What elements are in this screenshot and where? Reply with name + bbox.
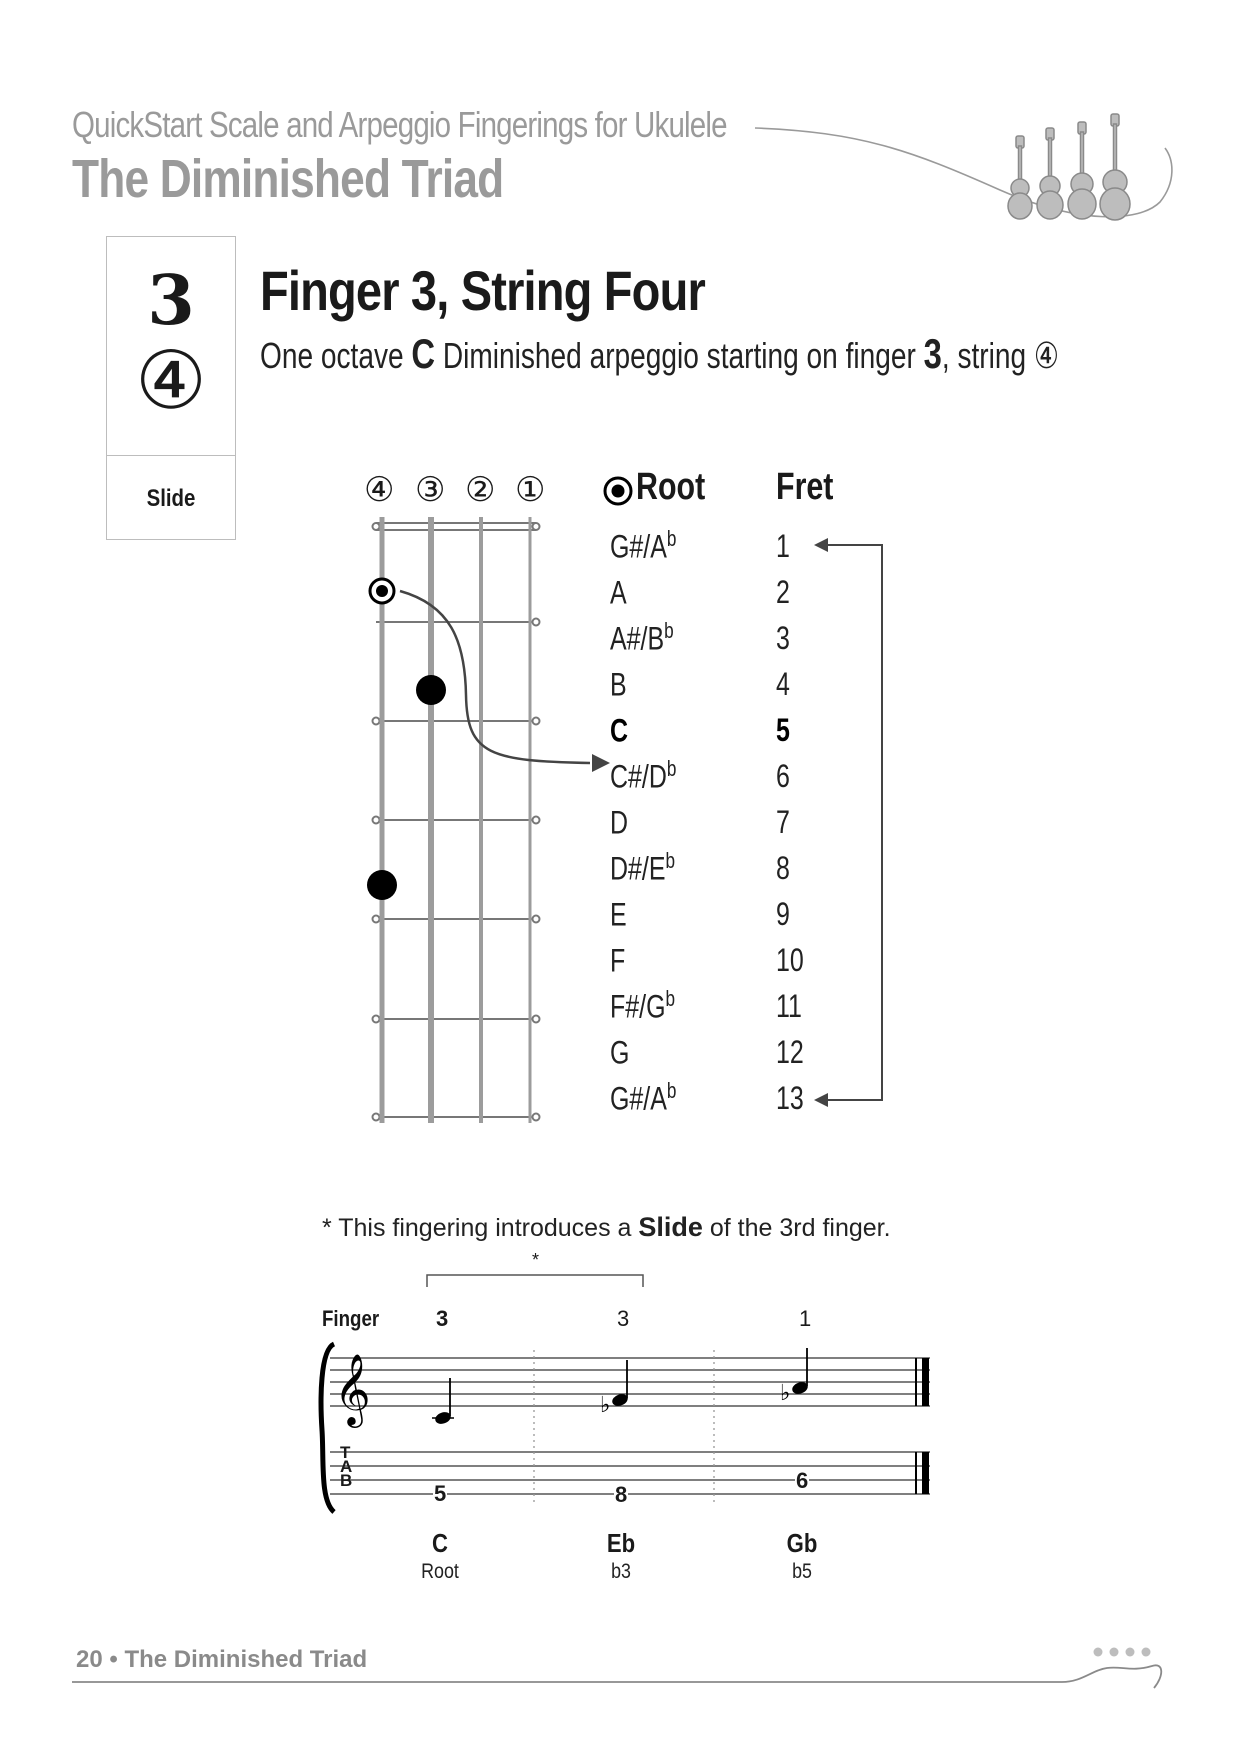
fret-number-root: 5 xyxy=(776,712,790,748)
header-decoration xyxy=(740,110,1180,240)
root-marker xyxy=(370,579,394,603)
fret-number: 13 xyxy=(776,1080,804,1116)
interval-label: b3 xyxy=(611,1560,631,1583)
note-name: $G\#/A^b$ xyxy=(610,1078,677,1117)
book-title: QuickStart Scale and Arpeggio Fingerings for Ukulele xyxy=(72,104,727,145)
finger-number: 3 xyxy=(436,1306,449,1331)
note-name: D xyxy=(610,804,629,841)
footer-dots xyxy=(1094,1648,1151,1657)
fret-number: 9 xyxy=(776,896,790,932)
note-name: $A\#/B^b$ xyxy=(610,618,674,657)
note-name: G xyxy=(610,1034,630,1071)
side-box-divider xyxy=(107,455,235,456)
fret-lines xyxy=(373,523,540,1121)
fret-number: 10 xyxy=(776,942,804,978)
footnote-bold: Slide xyxy=(638,1212,703,1242)
page-heading: Finger 3, String Four xyxy=(260,259,705,322)
fretboard-diagram xyxy=(330,505,620,1145)
subtitle-finger: 3 xyxy=(923,330,942,377)
staff-lines xyxy=(330,1358,930,1406)
staff-note-gb xyxy=(780,1348,809,1406)
footer-section: The Diminished Triad xyxy=(124,1646,368,1673)
fingering-side-box xyxy=(106,236,236,540)
fret-number: 8 xyxy=(776,850,790,886)
bracket-arrowhead-bottom xyxy=(814,1093,828,1107)
system-brace xyxy=(321,1344,334,1512)
note-name: $C\#/D^b$ xyxy=(610,756,677,795)
note-name: A xyxy=(610,574,627,611)
treble-clef: 𝄞 xyxy=(334,1352,371,1425)
fret-number: 12 xyxy=(776,1034,804,1070)
string-label-1: ① xyxy=(515,470,546,510)
subtitle-string: ④ xyxy=(1033,336,1060,377)
tab-number: 6 xyxy=(796,1468,809,1493)
note-name-label: C xyxy=(432,1528,448,1558)
slide-bracket xyxy=(425,1255,655,1295)
note-name: F xyxy=(610,942,626,979)
side-technique-label: Slide xyxy=(146,485,196,512)
note-name-root: C xyxy=(610,712,629,749)
side-string-number: ④ xyxy=(135,334,207,427)
note-name: E xyxy=(610,896,627,933)
staff-note-eb xyxy=(600,1360,629,1418)
note-name: B xyxy=(610,666,627,703)
beat-dividers xyxy=(534,1350,714,1502)
string-label-4: ④ xyxy=(364,470,395,510)
tab-number: 8 xyxy=(615,1482,628,1507)
note-name: $G\#/A^b$ xyxy=(610,526,677,565)
tab-lines xyxy=(330,1452,930,1494)
note-dot-fret-4 xyxy=(416,675,446,705)
slide-bracket-asterisk: * xyxy=(532,1250,540,1270)
tab-clef: T A B xyxy=(340,1443,353,1490)
final-barline xyxy=(916,1358,929,1494)
fret-number: 3 xyxy=(776,620,790,656)
slide-arrowhead xyxy=(592,754,610,772)
string-label-2: ② xyxy=(465,470,496,510)
finger-number: 3 xyxy=(617,1306,630,1331)
footer-decoration xyxy=(72,1640,1172,1700)
note-name-label: Gb xyxy=(786,1528,818,1558)
interval-label: b5 xyxy=(792,1560,812,1583)
note-name: $D\#/E^b$ xyxy=(610,848,676,887)
octave-bracket xyxy=(810,528,890,1118)
page-number: 20 xyxy=(76,1646,103,1673)
note-name: $F\#/G^b$ xyxy=(610,986,676,1025)
page-footer: 20 • The Diminished Triad xyxy=(76,1646,368,1673)
root-icon xyxy=(602,474,636,508)
ukulele-icons xyxy=(1008,114,1130,220)
finger-label: Finger xyxy=(322,1306,380,1331)
fret-number: 11 xyxy=(776,988,802,1024)
bracket-arrowhead-top xyxy=(814,538,828,552)
footnote: * This fingering introduces a Slide of the 3rd finger. xyxy=(322,1212,891,1242)
interval-label: Root xyxy=(421,1560,459,1583)
fret-number: 7 xyxy=(776,804,790,840)
page-subtitle: One octave C Diminished arpeggio starting on finger 3, string ④ xyxy=(260,330,1060,377)
svg-text:♭: ♭ xyxy=(780,1381,791,1406)
fret-number: 6 xyxy=(776,758,790,794)
note-dot-fret-8 xyxy=(367,870,397,900)
note-name-label: Eb xyxy=(606,1528,636,1558)
tab-number: 5 xyxy=(434,1481,447,1506)
fret-number: 1 xyxy=(776,528,790,564)
fret-number: 2 xyxy=(776,574,790,610)
string-label-3: ③ xyxy=(415,470,446,510)
subtitle-key: C xyxy=(411,330,436,377)
root-column-label: Root xyxy=(636,466,706,508)
svg-text:♭: ♭ xyxy=(600,1393,611,1418)
finger-number: 1 xyxy=(799,1306,812,1331)
staff-note-c xyxy=(432,1378,454,1426)
side-finger-number: 3 xyxy=(147,261,195,341)
fret-column-label: Fret xyxy=(776,466,834,508)
section-title: The Diminished Triad xyxy=(72,149,504,209)
fret-number: 4 xyxy=(776,666,790,702)
